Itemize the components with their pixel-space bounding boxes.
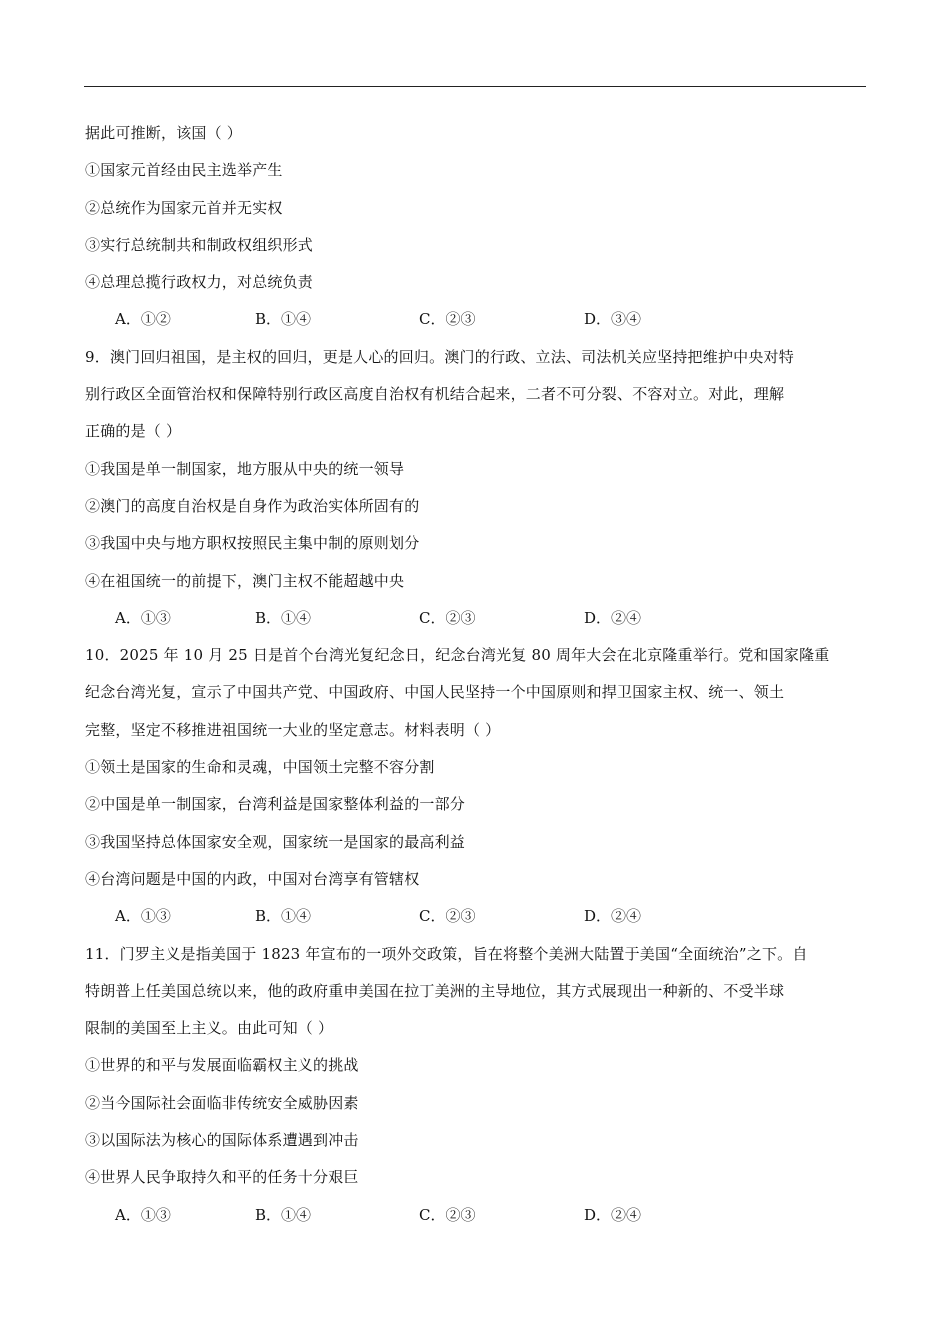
option-4: ④台湾问题是中国的内政，中国对台湾享有管辖权 xyxy=(85,869,420,888)
option-2: ②当今国际社会面临非传统安全威胁因素 xyxy=(85,1093,359,1112)
choice-c[interactable]: C．②③ xyxy=(419,907,476,926)
question-stem-line: 别行政区全面管治权和保障特别行政区高度自治权有机结合起来，二者不可分裂、不容对立。对此，理解 xyxy=(85,385,785,404)
question-stem-line: 完整，坚定不移推进祖国统一大业的坚定意志。材料表明（ ） xyxy=(85,720,501,739)
option-2: ②中国是单一制国家，台湾利益是国家整体利益的一部分 xyxy=(85,795,466,814)
option-4: ④在祖国统一的前提下，澳门主权不能超越中央 xyxy=(85,571,405,590)
choice-a[interactable]: A．①③ xyxy=(115,608,171,627)
option-1: ①我国是单一制国家，地方服从中央的统一领导 xyxy=(85,459,405,478)
header-rule xyxy=(84,86,866,87)
choice-d[interactable]: D．②④ xyxy=(584,907,642,926)
option-2: ②澳门的高度自治权是自身作为政治实体所固有的 xyxy=(85,496,420,515)
question-9 xyxy=(85,339,865,637)
option-3: ③以国际法为核心的国际体系遭遇到冲击 xyxy=(85,1131,359,1150)
answer-choices xyxy=(85,600,865,637)
question-stem-line: 正确的是（ ） xyxy=(85,422,182,441)
question-10 xyxy=(85,637,865,935)
option-3: ③我国中央与地方职权按照民主集中制的原则划分 xyxy=(85,534,420,553)
option-4: ④总理总揽行政权力，对总统负责 xyxy=(85,273,314,292)
question-stem-line: 11．门罗主义是指美国于 1823 年宣布的一项外交政策，旨在将整个美洲大陆置于美国“全面统治”之下。自 xyxy=(85,944,808,963)
question-stem-line: 特朗普上任美国总统以来，他的政府重申美国在拉丁美洲的主导地位，其方式展现出一种新的、不受半球 xyxy=(85,981,785,1000)
option-1: ①世界的和平与发展面临霸权主义的挑战 xyxy=(85,1056,359,1075)
choice-b[interactable]: B．①④ xyxy=(255,1205,312,1224)
choice-c[interactable]: C．②③ xyxy=(419,310,476,329)
question-stem-line: 10．2025 年 10 月 25 日是首个台湾光复纪念日，纪念台湾光复 80 周年大会在北京隆重举行。党和国家隆重 xyxy=(85,646,830,665)
option-2: ②总统作为国家元首并无实权 xyxy=(85,198,283,217)
question-stem-line: 9．澳门回归祖国，是主权的回归，更是人心的回归。澳门的行政、立法、司法机关应坚持把维护中央对特 xyxy=(85,347,794,366)
option-1: ①领土是国家的生命和灵魂，中国领土完整不容分割 xyxy=(85,758,435,777)
question-stem-line: 限制的美国至上主义。由此可知（ ） xyxy=(85,1019,334,1038)
question-11 xyxy=(85,936,865,1234)
choice-d[interactable]: D．②④ xyxy=(584,608,642,627)
choice-b[interactable]: B．①④ xyxy=(255,310,312,329)
option-3: ③实行总统制共和制政权组织形式 xyxy=(85,235,314,254)
question-8 xyxy=(85,115,865,339)
answer-choices xyxy=(85,301,865,338)
choice-d[interactable]: D．③④ xyxy=(584,310,642,329)
question-stem-line: 纪念台湾光复，宣示了中国共产党、中国政府、中国人民坚持一个中国原则和捍卫国家主权、统一、领土 xyxy=(85,683,785,702)
question-stem-line: 据此可推断，该国（ ） xyxy=(85,124,242,142)
choice-d[interactable]: D．②④ xyxy=(584,1205,642,1224)
choice-b[interactable]: B．①④ xyxy=(255,907,312,926)
choice-a[interactable]: A．①③ xyxy=(115,907,171,926)
choice-b[interactable]: B．①④ xyxy=(255,608,312,627)
choice-a[interactable]: A．①③ xyxy=(115,1205,171,1224)
answer-choices xyxy=(85,1197,865,1234)
option-4: ④世界人民争取持久和平的任务十分艰巨 xyxy=(85,1168,359,1187)
option-1: ①国家元首经由民主选举产生 xyxy=(85,161,283,180)
choice-c[interactable]: C．②③ xyxy=(419,1205,476,1224)
answer-choices xyxy=(85,898,865,935)
choice-c[interactable]: C．②③ xyxy=(419,608,476,627)
option-3: ③我国坚持总体国家安全观，国家统一是国家的最高利益 xyxy=(85,832,466,851)
choice-a[interactable]: A．①② xyxy=(115,310,171,329)
page-content xyxy=(85,115,865,1234)
